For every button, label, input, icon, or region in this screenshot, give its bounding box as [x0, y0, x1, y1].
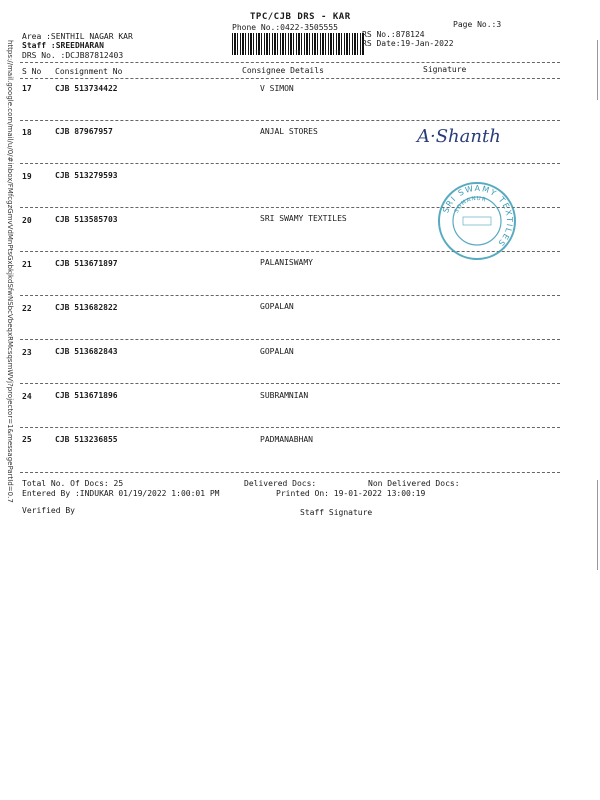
row-sno: 17 — [22, 84, 32, 93]
row-consignment: CJB 513236855 — [55, 435, 118, 444]
side-url — [4, 40, 16, 503]
non-delivered-docs: Non Delivered Docs: — [368, 479, 460, 488]
handwritten-signature — [415, 120, 525, 150]
entered-by: Entered By :INDUKAR 01/19/2022 1:00:01 PM — [22, 489, 220, 498]
phone-number: Phone No.:0422-3505555 — [232, 23, 338, 32]
stamp-inner-text: SOMANUR — [453, 195, 488, 215]
row-sno: 24 — [22, 392, 32, 401]
row-consignee: SUBRAMNIAN — [260, 391, 309, 400]
col-consignee: Consignee Details — [242, 66, 324, 75]
row-consignment: CJB 513734422 — [55, 84, 118, 93]
row-sno: 22 — [22, 304, 32, 313]
row-divider — [20, 163, 560, 164]
stamp-outer-ring — [439, 183, 515, 259]
row-divider — [20, 427, 560, 428]
divider — [20, 62, 560, 63]
total-docs: Total No. Of Docs: 25 — [22, 479, 124, 488]
row-divider — [20, 472, 560, 473]
row-consignee: PALANISWAMY — [260, 258, 313, 267]
row-sno: 23 — [22, 348, 32, 357]
row-consignee: GOPALAN — [260, 302, 294, 311]
row-consignment: CJB 513279593 — [55, 171, 118, 180]
row-divider — [20, 339, 560, 340]
row-sno: 19 — [22, 172, 32, 181]
row-consignment: CJB 513682843 — [55, 347, 118, 356]
col-consignment: Consignment No — [55, 67, 123, 76]
staff: Staff :SREEDHARAN — [22, 41, 104, 50]
signature-text: A·Shanth — [417, 126, 501, 147]
printed-on: Printed On: 19-01-2022 13:00:19 — [276, 489, 426, 498]
area: Area :SENTHIL NAGAR KAR — [22, 32, 133, 41]
stamp-outer-text: SRI SWAMY TEXTILES — [441, 183, 515, 249]
row-consignee: ANJAL STORES — [260, 127, 318, 136]
row-consignment: CJB 513671896 — [55, 391, 118, 400]
barcode — [232, 33, 364, 55]
row-consignment: CJB 513671897 — [55, 259, 118, 268]
company-stamp — [436, 180, 518, 262]
stamp-date-box — [463, 217, 491, 225]
rs-date: RS Date:19-Jan-2022 — [362, 39, 454, 48]
col-signature: Signature — [423, 65, 467, 74]
row-consignee: GOPALAN — [260, 347, 294, 356]
row-sno: 18 — [22, 128, 32, 137]
row-consignee: V SIMON — [260, 84, 294, 93]
staff-signature: Staff Signature — [300, 508, 373, 517]
col-sno: S No — [22, 67, 42, 76]
divider — [20, 78, 560, 79]
delivered-docs: Delivered Docs: — [244, 479, 317, 488]
side-url-text: https://mail.google.com/mail/u/0/#inbox/FMfcgzGmvVdMnPtsGxbkjkdSfwNSbcVbeqxRMcsqsmWVj?projector=1&messagePartId=0.7 — [6, 40, 14, 503]
row-divider — [20, 295, 560, 296]
scan-edge-mark — [591, 40, 598, 100]
row-consignee: SRI SWAMY TEXTILES — [260, 214, 347, 223]
row-sno: 25 — [22, 435, 32, 444]
row-consignment: CJB 513682822 — [55, 303, 118, 312]
row-consignee: PADMANABHAN — [260, 435, 313, 444]
page-number: Page No.:3 — [453, 20, 502, 29]
verified-by: Verified By — [22, 506, 75, 515]
row-sno: 20 — [22, 216, 32, 225]
doc-title: TPC/CJB DRS - KAR — [250, 12, 351, 22]
drs-number: DRS No. :DCJB87812403 — [22, 51, 124, 60]
scan-edge-mark — [591, 480, 598, 570]
row-sno: 21 — [22, 260, 32, 269]
row-consignment: CJB 513585703 — [55, 215, 118, 224]
row-consignment: CJB 87967957 — [55, 127, 113, 136]
rs-number: RS No.:878124 — [362, 30, 425, 39]
row-divider — [20, 383, 560, 384]
